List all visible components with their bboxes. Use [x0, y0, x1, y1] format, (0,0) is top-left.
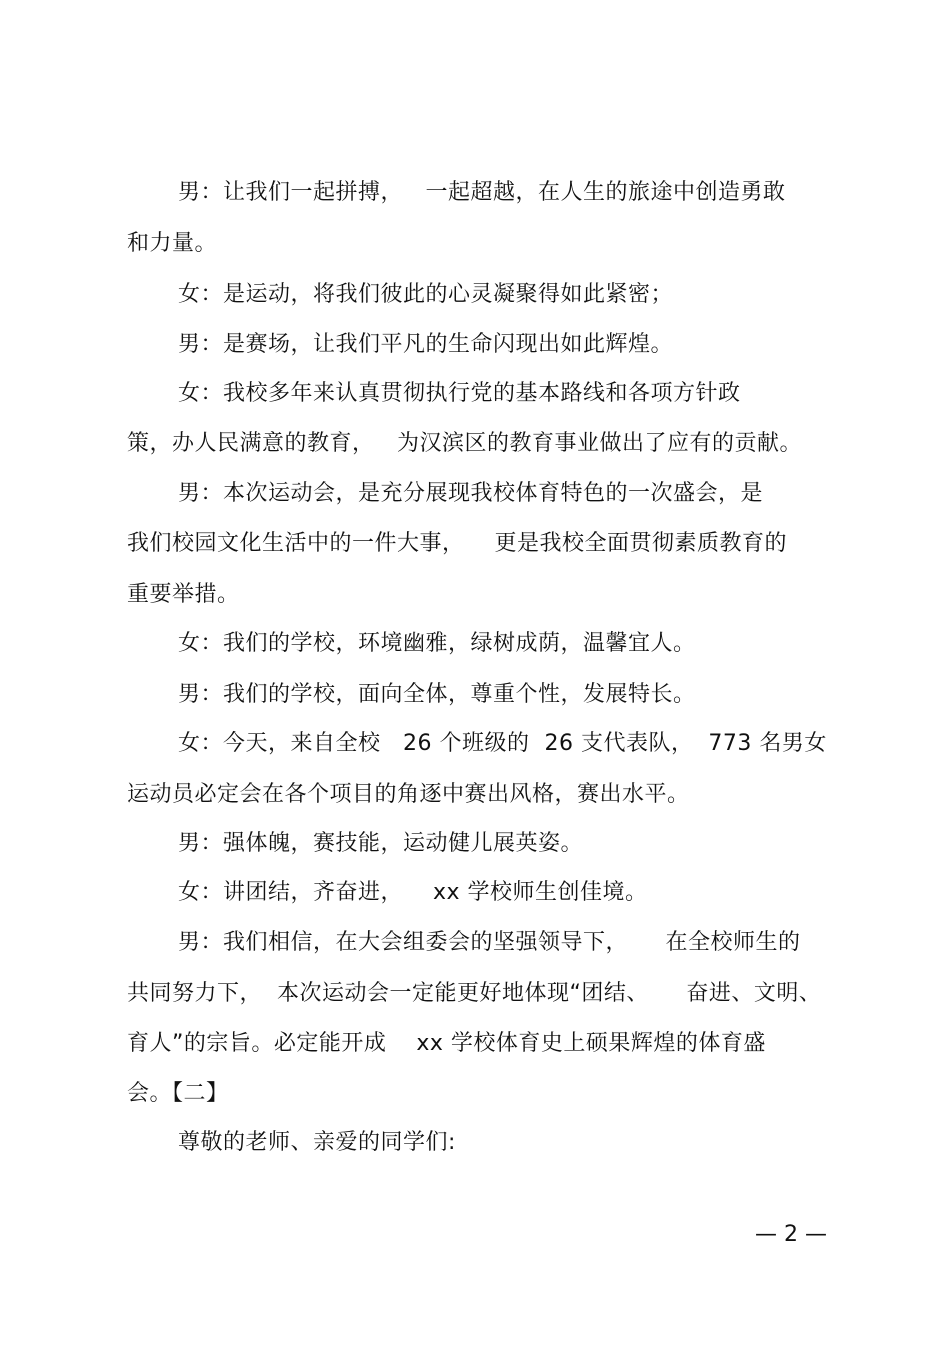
text-line: 女：我们的学校，环境幽雅，绿树成荫，温馨宜人。	[178, 631, 696, 656]
text-line: 和力量。	[127, 231, 218, 256]
page-number: — 2 —	[755, 1222, 827, 1247]
text-line: 我们校园文化生活中的一件大事， 更是我校全面贯彻素质教育的	[127, 531, 787, 556]
text-line: 男：本次运动会，是充分展现我校体育特色的一次盛会，是	[178, 481, 764, 506]
text-line: 运动员必定会在各个项目的角逐中赛出风格，赛出水平。	[127, 782, 690, 807]
text-line: 女：今天，来自全校 26 个班级的 26 支代表队， 773 名男女	[178, 731, 827, 756]
text-line: 女：我校多年来认真贯彻执行党的基本路线和各项方针政	[178, 381, 741, 406]
text-line: 策，办人民满意的教育， 为汉滨区的教育事业做出了应有的贡献。	[127, 431, 802, 456]
text-line: 会。【二】	[127, 1081, 229, 1106]
text-line: 育人”的宗旨。必定能开成 xx 学校体育史上硕果辉煌的体育盛	[127, 1031, 766, 1056]
text-line: 男：是赛场，让我们平凡的生命闪现出如此辉煌。	[178, 332, 674, 357]
text-line: 男：我们相信，在大会组委会的坚强领导下， 在全校师生的	[178, 930, 801, 955]
text-line: 女：是运动，将我们彼此的心灵凝聚得如此紧密；	[178, 282, 674, 307]
text-line: 男：我们的学校，面向全体，尊重个性，发展特长。	[178, 682, 696, 707]
text-line: 男：强体魄，赛技能，运动健儿展英姿。	[178, 831, 584, 856]
text-line: 男：让我们一起拼搏， 一起超越，在人生的旅途中创造勇敢	[178, 180, 786, 205]
text-line: 女：讲团结，齐奋进， xx 学校师生创佳境。	[178, 880, 648, 905]
text-line: 重要举措。	[127, 582, 240, 607]
text-line: 共同努力下， 本次运动会一定能更好地体现“团结、 奋进、文明、	[127, 981, 822, 1006]
text-line: 尊敬的老师、亲爱的同学们:	[178, 1130, 456, 1155]
